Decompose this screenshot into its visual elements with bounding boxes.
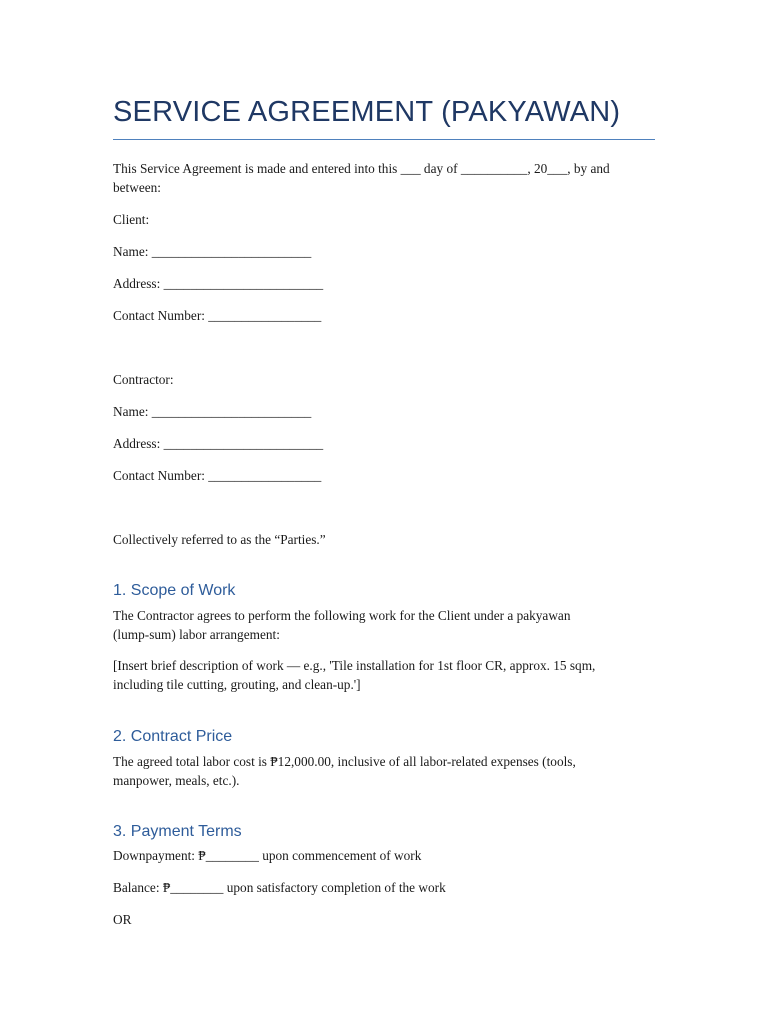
document-title: SERVICE AGREEMENT (PAKYAWAN) [113,96,621,128]
price-text-line-2: manpower, meals, etc.). [113,773,240,788]
scope-heading: 1. Scope of Work [113,582,236,599]
contractor-label: Contractor: [113,372,174,387]
payment-heading: 3. Payment Terms [113,823,242,840]
parties-note: Collectively referred to as the “Parties.” [113,532,326,547]
scope-description-line-2: including tile cutting, grouting, and clean-up.'] [113,677,361,692]
client-label: Client: [113,212,150,227]
scope-text-line-1: The Contractor agrees to perform the following work for the Client under a pakyawan [113,608,571,623]
title-underline [113,139,655,140]
contractor-address-field: Address: ________________________ [113,436,324,451]
contractor-contact-field: Contact Number: _________________ [113,468,322,483]
downpayment-line: Downpayment: ₱________ upon commencement of work [113,848,422,863]
or-separator: OR [113,912,132,927]
balance-line: Balance: ₱________ upon satisfactory completion of the work [113,880,446,895]
price-text-line-1: The agreed total labor cost is ₱12,000.00, inclusive of all labor-related expenses (tools, [113,754,576,769]
scope-description-line-1: [Insert brief description of work — e.g., 'Tile installation for 1st floor CR, approx. 15 sqm, [113,658,596,673]
client-name-field: Name: ________________________ [113,244,312,259]
client-address-field: Address: ________________________ [113,276,324,291]
contractor-name-field: Name: ________________________ [113,404,312,419]
price-heading: 2. Contract Price [113,728,233,745]
intro-text-line-1: This Service Agreement is made and entered into this ___ day of __________, 20___, by and [113,161,610,176]
scope-text-line-2: (lump-sum) labor arrangement: [113,627,280,642]
client-contact-field: Contact Number: _________________ [113,308,322,323]
intro-text-line-2: between: [113,180,161,195]
